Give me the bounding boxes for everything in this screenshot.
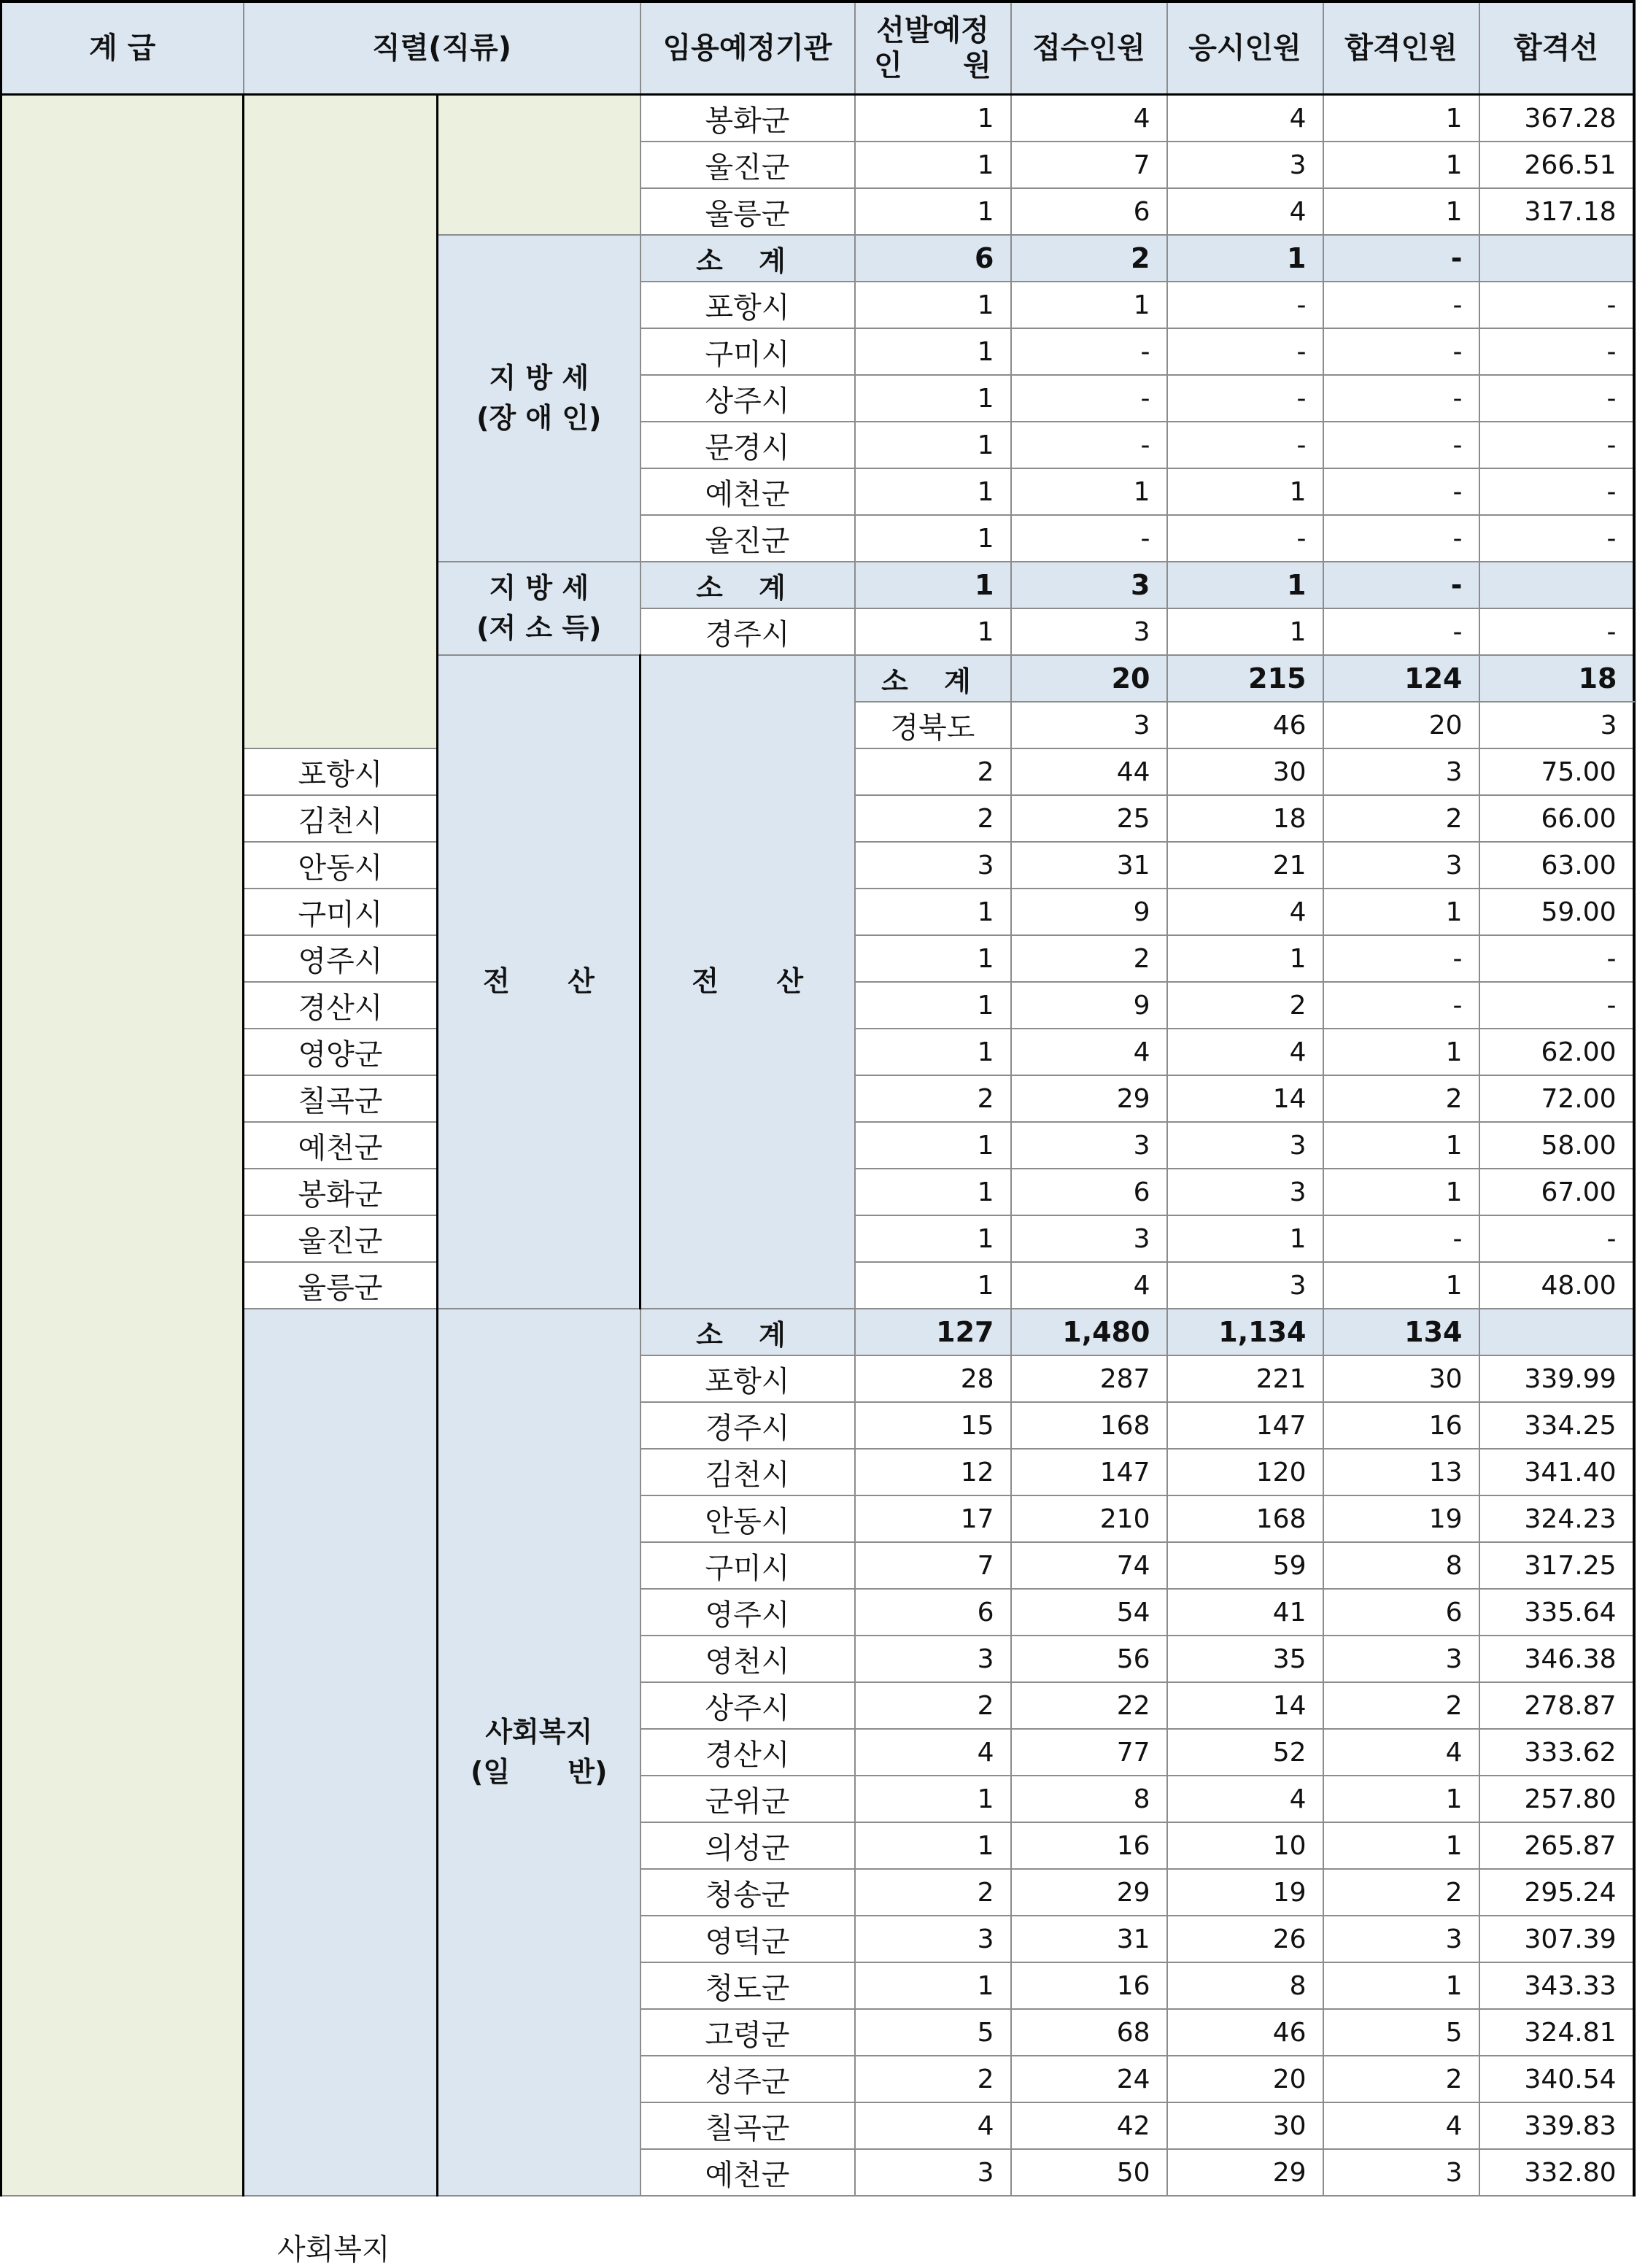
- applied-cell: 25: [1011, 795, 1167, 842]
- quota-cell: 1: [855, 95, 1011, 142]
- org-cell: 울릉군: [641, 188, 855, 235]
- took-cell: -: [1167, 515, 1323, 562]
- org-cell: 안동시: [641, 1495, 855, 1542]
- quota-cell: 2: [855, 1869, 1011, 1916]
- cutoff-cell: -: [1479, 515, 1634, 562]
- quota-cell: 17: [855, 1495, 1011, 1542]
- passed-cell: 3: [1323, 748, 1479, 795]
- passed-cell: 19: [1323, 1495, 1479, 1542]
- passed-cell: 1: [1323, 188, 1479, 235]
- passed-cell: 3: [1323, 1636, 1479, 1682]
- table-row: [1, 95, 1634, 142]
- quota-cell: 1: [855, 328, 1011, 375]
- org-cell: 예천군: [641, 468, 855, 515]
- series-cell: [244, 95, 438, 749]
- header-applied: 접수인원: [1011, 1, 1167, 95]
- org-cell: 안동시: [244, 842, 438, 889]
- took-cell: 3: [1167, 1122, 1323, 1169]
- cutoff-cell: 324.81: [1479, 2009, 1634, 2056]
- cutoff-cell: -: [1479, 282, 1634, 328]
- passed-cell: 4: [1323, 1729, 1479, 1776]
- header-quota-line2: 인 원: [874, 49, 991, 82]
- applied-cell: 44: [1011, 748, 1167, 795]
- grade-cell: [1, 95, 244, 2197]
- org-cell: 청송군: [641, 1869, 855, 1916]
- quota-cell: 4: [855, 2102, 1011, 2149]
- passed-cell: -: [1323, 422, 1479, 468]
- quota-cell: 1: [855, 468, 1011, 515]
- cutoff-cell: -: [1479, 375, 1634, 422]
- took-cell: 35: [1167, 1636, 1323, 1682]
- quota-cell: 5: [855, 2009, 1011, 2056]
- applied-cell: 2: [1011, 235, 1167, 282]
- quota-cell: 3: [1011, 702, 1167, 748]
- took-cell: 29: [1167, 2149, 1323, 2196]
- passed-cell: -: [1323, 562, 1479, 608]
- took-cell: 26: [1167, 1916, 1323, 1962]
- quota-cell: 1: [855, 1962, 1011, 2009]
- cutoff-cell: 48.00: [1479, 1262, 1634, 1309]
- header-passed: 합격인원: [1323, 1, 1479, 95]
- cutoff-cell: [1479, 235, 1634, 282]
- org-cell: 울릉군: [244, 1262, 438, 1309]
- cutoff-cell: -: [1479, 328, 1634, 375]
- applied-cell: 215: [1167, 655, 1323, 702]
- quota-cell: 6: [855, 1589, 1011, 1636]
- quota-cell: 4: [855, 1729, 1011, 1776]
- cutoff-cell: 334.25: [1479, 1402, 1634, 1449]
- passed-cell: -: [1323, 375, 1479, 422]
- quota-cell: 1: [855, 1169, 1011, 1215]
- cutoff-cell: 367.28: [1479, 95, 1634, 142]
- passed-cell: -: [1323, 328, 1479, 375]
- passed-cell: 3: [1323, 1916, 1479, 1962]
- cutoff-cell: 63.00: [1479, 842, 1634, 889]
- org-cell: 울진군: [641, 142, 855, 188]
- took-cell: 1: [1167, 935, 1323, 982]
- passed-cell: 3: [1479, 702, 1634, 748]
- passed-cell: 3: [1323, 842, 1479, 889]
- applied-cell: 4: [1011, 95, 1167, 142]
- cutoff-cell: 295.24: [1479, 1869, 1634, 1916]
- applied-cell: 9: [1011, 889, 1167, 935]
- passed-cell: 1: [1323, 1776, 1479, 1822]
- cutoff-cell: 257.80: [1479, 1776, 1634, 1822]
- applied-cell: 7: [1011, 142, 1167, 188]
- class-cell: 전 산: [641, 655, 855, 1309]
- class-cell: 지 방 세 (장 애 인): [438, 235, 641, 562]
- took-cell: 4: [1167, 95, 1323, 142]
- cutoff-cell: 343.33: [1479, 1962, 1634, 2009]
- passed-cell: -: [1323, 235, 1479, 282]
- applied-cell: 4: [1011, 1029, 1167, 1075]
- applied-cell: 16: [1011, 1822, 1167, 1869]
- quota-cell: 1: [855, 1029, 1011, 1075]
- applied-cell: 29: [1011, 1869, 1167, 1916]
- applied-cell: 3: [1011, 608, 1167, 655]
- took-cell: 52: [1167, 1729, 1323, 1776]
- passed-cell: 16: [1323, 1402, 1479, 1449]
- passed-cell: -: [1323, 982, 1479, 1029]
- quota-cell: 2: [855, 1682, 1011, 1729]
- cutoff-cell: 333.62: [1479, 1729, 1634, 1776]
- passed-cell: 2: [1323, 795, 1479, 842]
- applied-cell: 22: [1011, 1682, 1167, 1729]
- passed-cell: 3: [1323, 2149, 1479, 2196]
- class-cell: 사회복지 (일 반): [438, 1309, 641, 2196]
- applied-cell: 2: [1011, 935, 1167, 982]
- took-cell: 8: [1167, 1962, 1323, 2009]
- series-cell: [244, 1309, 438, 2196]
- took-cell: 14: [1167, 1075, 1323, 1122]
- passed-cell: 8: [1323, 1542, 1479, 1589]
- took-cell: 168: [1167, 1495, 1323, 1542]
- applied-cell: 1: [1011, 282, 1167, 328]
- quota-cell: 1: [855, 562, 1011, 608]
- org-cell: 소 계: [641, 235, 855, 282]
- quota-cell: 1: [855, 1776, 1011, 1822]
- passed-cell: 1: [1323, 1122, 1479, 1169]
- subtotal-row: [1, 1309, 1634, 1355]
- applied-cell: 3: [1011, 1215, 1167, 1262]
- cutoff-cell: 346.38: [1479, 1636, 1634, 1682]
- took-cell: 59: [1167, 1542, 1323, 1589]
- org-cell: 상주시: [641, 375, 855, 422]
- quota-cell: 1: [855, 935, 1011, 982]
- quota-cell: 15: [855, 1402, 1011, 1449]
- quota-cell: 20: [1011, 655, 1167, 702]
- took-cell: 1: [1167, 468, 1323, 515]
- applied-cell: 54: [1011, 1589, 1167, 1636]
- passed-cell: 30: [1323, 1355, 1479, 1402]
- applied-cell: 31: [1011, 1916, 1167, 1962]
- org-cell: 문경시: [641, 422, 855, 468]
- org-cell: 구미시: [641, 328, 855, 375]
- passed-cell: 2: [1323, 1075, 1479, 1122]
- cutoff-cell: 67.00: [1479, 1169, 1634, 1215]
- passed-cell: 1: [1323, 1169, 1479, 1215]
- quota-cell: 1: [855, 1262, 1011, 1309]
- took-cell: 19: [1167, 1869, 1323, 1916]
- applied-cell: 3: [1011, 562, 1167, 608]
- cutoff-cell: 317.18: [1479, 188, 1634, 235]
- org-cell: 경주시: [641, 1402, 855, 1449]
- org-cell: 영양군: [244, 1029, 438, 1075]
- quota-cell: 3: [855, 1636, 1011, 1682]
- applied-cell: 8: [1011, 1776, 1167, 1822]
- cutoff-cell: 332.80: [1479, 2149, 1634, 2196]
- cutoff-cell: [1479, 1309, 1634, 1355]
- applied-cell: 287: [1011, 1355, 1167, 1402]
- passed-cell: 4: [1323, 2102, 1479, 2149]
- passed-cell: 1: [1323, 1962, 1479, 2009]
- took-cell: 4: [1167, 1776, 1323, 1822]
- applied-cell: 210: [1011, 1495, 1167, 1542]
- cutoff-cell: 339.83: [1479, 2102, 1634, 2149]
- quota-cell: 1: [855, 889, 1011, 935]
- quota-cell: 3: [855, 2149, 1011, 2196]
- welfare-cut-label: 사회복지: [277, 2233, 390, 2267]
- took-cell: 10: [1167, 1822, 1323, 1869]
- org-cell: 경주시: [641, 608, 855, 655]
- quota-cell: 3: [855, 1916, 1011, 1962]
- passed-cell: -: [1323, 515, 1479, 562]
- took-cell: 14: [1167, 1682, 1323, 1729]
- cutoff-cell: [1479, 562, 1634, 608]
- cutoff-cell: 58.00: [1479, 1122, 1634, 1169]
- took-cell: 120: [1167, 1449, 1323, 1495]
- passed-cell: 2: [1323, 1682, 1479, 1729]
- org-cell: 포항시: [641, 282, 855, 328]
- cutoff-cell: 59.00: [1479, 889, 1634, 935]
- took-cell: 4: [1167, 188, 1323, 235]
- header-org: 임용예정기관: [641, 1, 855, 95]
- took-cell: 18: [1167, 795, 1323, 842]
- applied-cell: 74: [1011, 1542, 1167, 1589]
- passed-cell: 13: [1323, 1449, 1479, 1495]
- org-cell: 봉화군: [244, 1169, 438, 1215]
- applied-cell: 6: [1011, 1169, 1167, 1215]
- took-cell: 3: [1167, 142, 1323, 188]
- applied-cell: -: [1011, 375, 1167, 422]
- applied-cell: 56: [1011, 1636, 1167, 1682]
- quota-cell: 2: [855, 795, 1011, 842]
- passed-cell: 1: [1323, 1822, 1479, 1869]
- took-cell: -: [1167, 282, 1323, 328]
- org-cell: 칠곡군: [641, 2102, 855, 2149]
- cutoff-cell: -: [1479, 468, 1634, 515]
- applied-cell: 46: [1167, 702, 1323, 748]
- took-cell: 41: [1167, 1589, 1323, 1636]
- org-cell: 영덕군: [641, 1916, 855, 1962]
- header-took: 응시인원: [1167, 1, 1323, 95]
- quota-cell: 1: [855, 282, 1011, 328]
- took-cell: 1: [1167, 235, 1323, 282]
- org-cell: 포항시: [641, 1355, 855, 1402]
- took-cell: 221: [1167, 1355, 1323, 1402]
- applied-cell: 31: [1011, 842, 1167, 889]
- applied-cell: -: [1011, 328, 1167, 375]
- cutoff-cell: -: [1479, 982, 1634, 1029]
- cutoff-cell: -: [1479, 422, 1634, 468]
- cutoff-cell: 335.64: [1479, 1589, 1634, 1636]
- table-body: [1, 95, 1634, 2197]
- org-cell: 구미시: [641, 1542, 855, 1589]
- took-cell: -: [1167, 375, 1323, 422]
- took-cell: 4: [1167, 889, 1323, 935]
- passed-cell: -: [1323, 1215, 1479, 1262]
- cutoff-cell: 265.87: [1479, 1822, 1634, 1869]
- quota-cell: 3: [855, 842, 1011, 889]
- passed-cell: 1: [1323, 142, 1479, 188]
- applied-cell: 77: [1011, 1729, 1167, 1776]
- applied-cell: 1: [1011, 468, 1167, 515]
- header-quota: [855, 1, 1011, 95]
- passed-cell: 1: [1323, 1262, 1479, 1309]
- took-cell: 46: [1167, 2009, 1323, 2056]
- cutoff-cell: -: [1479, 608, 1634, 655]
- applied-cell: 29: [1011, 1075, 1167, 1122]
- cutoff-cell: 72.00: [1479, 1075, 1634, 1122]
- org-cell: 경산시: [244, 982, 438, 1029]
- quota-cell: 2: [855, 1075, 1011, 1122]
- org-cell: 김천시: [641, 1449, 855, 1495]
- applied-cell: 24: [1011, 2056, 1167, 2102]
- took-cell: 1: [1167, 608, 1323, 655]
- cutoff-cell: 66.00: [1479, 795, 1634, 842]
- quota-cell: 1: [855, 1822, 1011, 1869]
- org-cell: 김천시: [244, 795, 438, 842]
- org-cell: 경북도: [855, 702, 1011, 748]
- quota-cell: 1: [855, 1122, 1011, 1169]
- cutoff-cell: 341.40: [1479, 1449, 1634, 1495]
- org-cell: 경산시: [641, 1729, 855, 1776]
- cutoff-cell: -: [1479, 1215, 1634, 1262]
- header-grade: 계 급: [1, 1, 244, 95]
- cutoff-cell: 266.51: [1479, 142, 1634, 188]
- quota-cell: 1: [855, 188, 1011, 235]
- applied-cell: 9: [1011, 982, 1167, 1029]
- took-cell: 147: [1167, 1402, 1323, 1449]
- passed-cell: 134: [1323, 1309, 1479, 1355]
- took-cell: 1: [1167, 1215, 1323, 1262]
- passed-cell: 1: [1323, 889, 1479, 935]
- passed-cell: 6: [1323, 1589, 1479, 1636]
- applied-cell: 168: [1011, 1402, 1167, 1449]
- applied-cell: 68: [1011, 2009, 1167, 2056]
- took-cell: 4: [1167, 1029, 1323, 1075]
- quota-cell: 1: [855, 982, 1011, 1029]
- quota-cell: 6: [855, 235, 1011, 282]
- applied-cell: 147: [1011, 1449, 1167, 1495]
- took-cell: 30: [1167, 2102, 1323, 2149]
- took-cell: 2: [1167, 982, 1323, 1029]
- cutoff-cell: -: [1479, 935, 1634, 982]
- passed-cell: 1: [1323, 95, 1479, 142]
- series-cell: 전 산: [438, 655, 641, 1309]
- cutoff-cell: 324.23: [1479, 1495, 1634, 1542]
- took-cell: -: [1167, 422, 1323, 468]
- took-cell: 3: [1167, 1169, 1323, 1215]
- applied-cell: 42: [1011, 2102, 1167, 2149]
- header-row: [1, 1, 1634, 95]
- passed-cell: -: [1323, 935, 1479, 982]
- quota-cell: 2: [855, 748, 1011, 795]
- passed-cell: -: [1323, 608, 1479, 655]
- took-cell: 20: [1323, 702, 1479, 748]
- applied-cell: 1,480: [1011, 1309, 1167, 1355]
- quota-cell: 1: [855, 422, 1011, 468]
- quota-cell: 1: [855, 375, 1011, 422]
- quota-cell: 1: [855, 1215, 1011, 1262]
- quota-cell: 1: [855, 515, 1011, 562]
- quota-cell: 28: [855, 1355, 1011, 1402]
- passed-cell: -: [1323, 282, 1479, 328]
- quota-cell: 2: [855, 2056, 1011, 2102]
- applied-cell: 16: [1011, 1962, 1167, 2009]
- applied-cell: -: [1011, 422, 1167, 468]
- org-cell: 울진군: [244, 1215, 438, 1262]
- org-cell: 칠곡군: [244, 1075, 438, 1122]
- passed-cell: 1: [1323, 1029, 1479, 1075]
- org-cell: 구미시: [244, 889, 438, 935]
- header-quota-line1: 선발예정: [876, 14, 989, 47]
- org-cell: 의성군: [641, 1822, 855, 1869]
- org-cell: 소 계: [855, 655, 1011, 702]
- org-cell: 소 계: [641, 1309, 855, 1355]
- took-cell: 1: [1167, 562, 1323, 608]
- org-cell: 영천시: [641, 1636, 855, 1682]
- quota-cell: 1: [855, 608, 1011, 655]
- org-cell: 영주시: [244, 935, 438, 982]
- quota-cell: 1: [855, 142, 1011, 188]
- org-cell: 영주시: [641, 1589, 855, 1636]
- org-cell: 포항시: [244, 748, 438, 795]
- applied-cell: 4: [1011, 1262, 1167, 1309]
- quota-cell: 12: [855, 1449, 1011, 1495]
- passed-cell: 5: [1323, 2009, 1479, 2056]
- org-cell: 봉화군: [641, 95, 855, 142]
- applied-cell: -: [1011, 515, 1167, 562]
- passed-cell: 2: [1323, 1869, 1479, 1916]
- cutoff-cell: 339.99: [1479, 1355, 1634, 1402]
- quota-cell: 127: [855, 1309, 1011, 1355]
- org-cell: 군위군: [641, 1776, 855, 1822]
- header-job: 직렬(직류): [244, 1, 641, 95]
- org-cell: 울진군: [641, 515, 855, 562]
- org-cell: 예천군: [641, 2149, 855, 2196]
- class-cell: [438, 95, 641, 236]
- took-cell: 30: [1167, 748, 1323, 795]
- org-cell: 상주시: [641, 1682, 855, 1729]
- org-cell: 성주군: [641, 2056, 855, 2102]
- org-cell: 소 계: [641, 562, 855, 608]
- applied-cell: 50: [1011, 2149, 1167, 2196]
- took-cell: 3: [1167, 1262, 1323, 1309]
- quota-cell: 7: [855, 1542, 1011, 1589]
- cutoff-cell: 307.39: [1479, 1916, 1634, 1962]
- cutoff-cell: 75.00: [1479, 748, 1634, 795]
- took-cell: 20: [1167, 2056, 1323, 2102]
- header-cutoff: 합격선: [1479, 1, 1634, 95]
- org-cell: 예천군: [244, 1122, 438, 1169]
- cutoff-cell: 340.54: [1479, 2056, 1634, 2102]
- passed-cell: -: [1323, 468, 1479, 515]
- cutoff-cell: 317.25: [1479, 1542, 1634, 1589]
- passed-cell: 2: [1323, 2056, 1479, 2102]
- org-cell: 청도군: [641, 1962, 855, 2009]
- class-cell: 지 방 세 (저 소 득): [438, 562, 641, 655]
- cutoff-cell: 278.87: [1479, 1682, 1634, 1729]
- took-cell: 124: [1323, 655, 1479, 702]
- passed-cell: 18: [1479, 655, 1634, 702]
- applied-cell: 3: [1011, 1122, 1167, 1169]
- org-cell: 고령군: [641, 2009, 855, 2056]
- took-cell: 1,134: [1167, 1309, 1323, 1355]
- applied-cell: 6: [1011, 188, 1167, 235]
- cutoff-cell: 62.00: [1479, 1029, 1634, 1075]
- took-cell: 21: [1167, 842, 1323, 889]
- took-cell: -: [1167, 328, 1323, 375]
